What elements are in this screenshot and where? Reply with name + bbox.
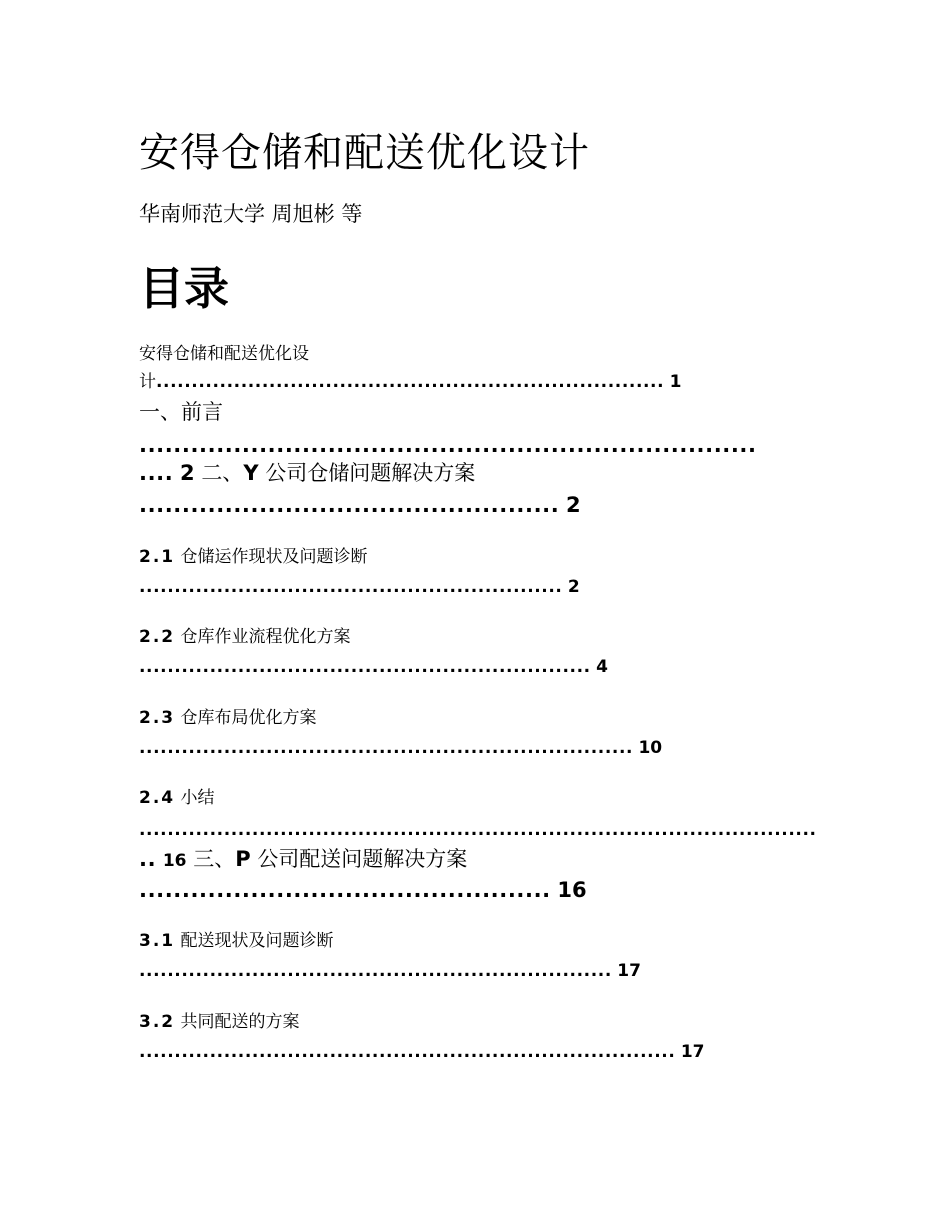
toc-entry-title: 仓库作业流程优化方案: [180, 627, 351, 647]
toc-page-number: 16: [557, 878, 587, 902]
toc-leader-dots: ............................................................: [139, 577, 563, 597]
toc-section-number: 2.4: [139, 788, 176, 808]
toc-section-number: 3.2: [139, 1012, 176, 1032]
toc-leader-line: [139, 575, 580, 599]
toc-page-number: 4: [596, 657, 608, 677]
toc-entry-title: 公司配送问题解决方案: [250, 847, 468, 871]
toc-entry-title: 公司仓储问题解决方案: [258, 461, 476, 485]
toc-leader-line: [139, 818, 817, 842]
toc-leader-line: [139, 1040, 705, 1064]
toc-entry-preface[interactable]: [139, 397, 223, 427]
toc-entry-2-2[interactable]: [139, 625, 351, 649]
toc-page-number: 17: [680, 1042, 705, 1062]
toc-leader-dots: ......................................................................: [139, 738, 634, 758]
toc-leader-dots: ........................................................................: [139, 433, 757, 457]
toc-entry-title-tail: 计: [139, 372, 156, 392]
toc-entry-title: 一、前言: [139, 400, 223, 424]
author-line: 华南师范大学 周旭彬 等: [139, 202, 363, 226]
toc-entry-title: 安得仓储和配送优化设: [139, 344, 309, 364]
toc-page-number: 2: [566, 493, 581, 517]
toc-entry-p-company[interactable]: [139, 844, 467, 876]
toc-leader-dots: ................................................: [139, 878, 551, 902]
toc-entry-title: 小结: [180, 788, 215, 808]
toc-entry-title: 仓储运作现状及问题诊断: [180, 547, 368, 567]
toc-section-number: 2.3: [139, 708, 176, 728]
page-title: 安得仓储和配送优化设计: [139, 130, 590, 176]
toc-leader-dots: ............................................................................: [139, 1042, 676, 1062]
toc-leader-dots: ..: [139, 847, 157, 871]
toc-section-number: 3.1: [139, 931, 176, 951]
toc-leader-line: [139, 959, 641, 983]
toc-page-number: 1: [669, 372, 682, 392]
toc-section-number: 2.1: [139, 547, 176, 567]
toc-entry-title: 三、: [193, 847, 236, 871]
toc-page-number: 2: [567, 577, 580, 597]
toc-leader-dots: .................................................: [139, 493, 560, 517]
toc-page-number: 17: [617, 961, 641, 981]
toc-entry-3-2[interactable]: [139, 1010, 300, 1034]
toc-heading: 目录: [139, 262, 230, 315]
toc-entry-title-line: [139, 342, 309, 366]
toc-leader-line: [139, 736, 662, 760]
toc-entry-title-letter: P: [235, 847, 251, 871]
toc-entry-2-4[interactable]: [139, 786, 215, 810]
toc-leader-line: [139, 655, 608, 679]
toc-entry-2-1[interactable]: [139, 545, 368, 569]
toc-entry-y-company[interactable]: [139, 458, 475, 488]
toc-entry-title: 共同配送的方案: [180, 1012, 300, 1032]
toc-section-number: 2.2: [139, 627, 176, 647]
toc-page-number: 2: [180, 461, 195, 485]
toc-entry-2-3[interactable]: [139, 706, 317, 730]
toc-leader-dots: ....: [139, 461, 174, 485]
toc-leader-line: [139, 430, 757, 460]
toc-entry-3-1[interactable]: [139, 929, 334, 953]
toc-entry-title: 二、: [201, 461, 244, 485]
toc-entry-leader-line[interactable]: [139, 370, 681, 394]
toc-leader-line: [139, 875, 587, 905]
toc-leader-line: [139, 490, 581, 520]
toc-leader-dots: ...................................................................: [139, 961, 612, 981]
toc-entry-title: 仓库布局优化方案: [180, 708, 317, 728]
toc-leader-dots: ................................................................: [139, 657, 591, 677]
toc-entry-title-letter: Y: [243, 461, 259, 485]
toc-entry-title: 配送现状及问题诊断: [180, 931, 334, 951]
toc-page-number: 10: [638, 738, 663, 758]
toc-leader-dots: ........................................................................: [156, 372, 665, 392]
toc-leader-dots: ................................................................................................: [139, 820, 817, 840]
toc-page-number: 16: [162, 851, 187, 871]
